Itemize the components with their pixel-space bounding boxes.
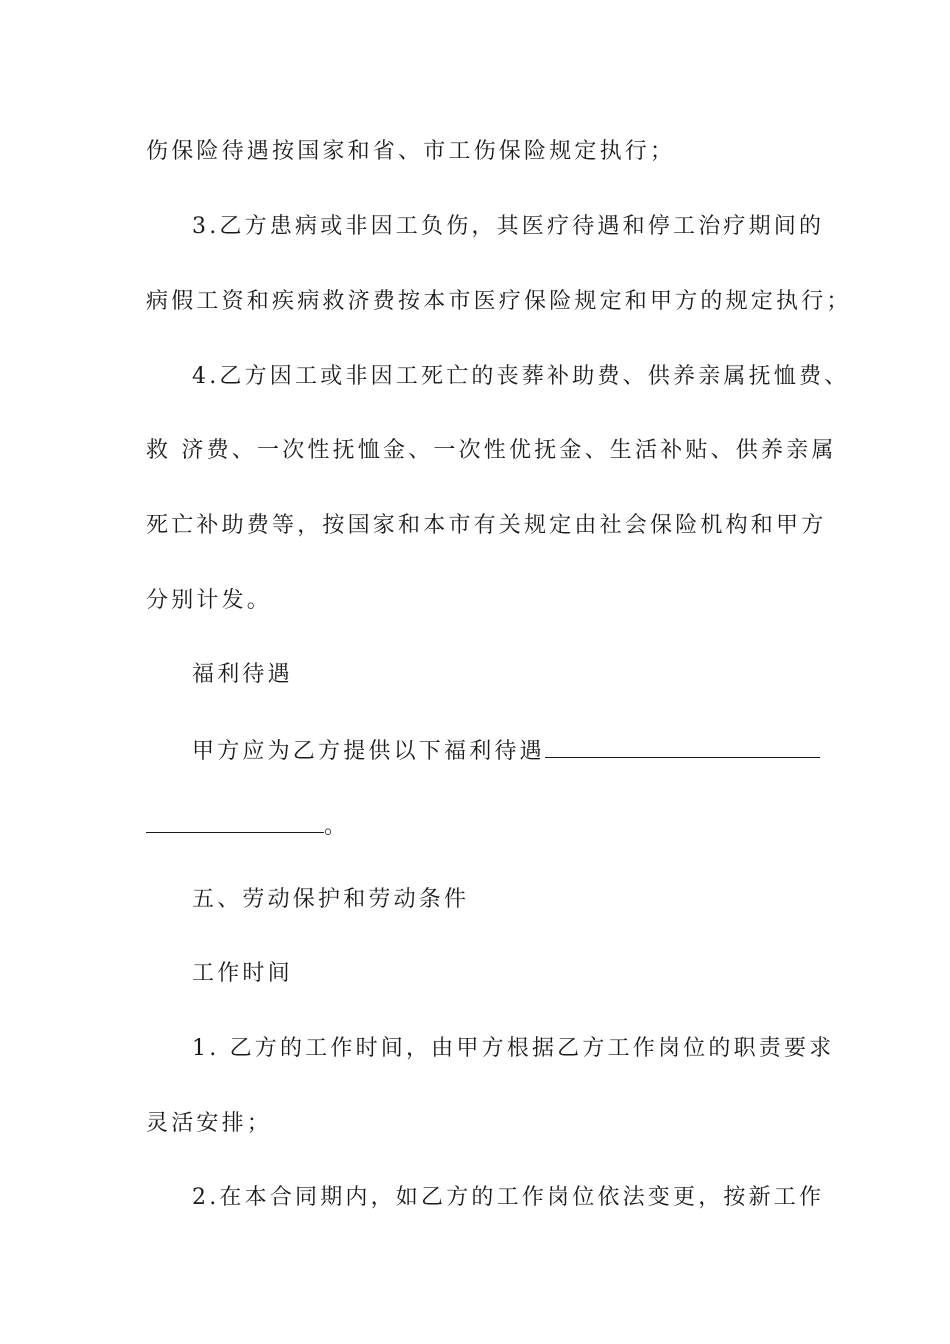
fill-in-blank (146, 810, 324, 833)
paragraph-text: 。 (324, 814, 350, 839)
paragraph-line: 3.乙方患病或非因工负伤，其医疗待遇和停工治疗期间的 (192, 214, 825, 239)
section-heading: 福利待遇 (192, 662, 293, 687)
section-heading: 工作时间 (192, 961, 293, 986)
paragraph-line-with-blank (146, 810, 349, 842)
paragraph-line: 1. 乙方的工作时间，由甲方根据乙方工作岗位的职责要求 (192, 1036, 835, 1061)
paragraph-line: 分别计发。 (146, 588, 273, 613)
paragraph-line: 灵活安排； (146, 1111, 273, 1136)
paragraph-line: 死亡补助费等，按国家和本市有关规定由社会保险机构和甲方 (146, 513, 827, 538)
paragraph-line: 病假工资和疾病救济费按本市医疗保险规定和甲方的规定执行； (146, 289, 852, 314)
section-heading: 五、劳动保护和劳动条件 (192, 887, 470, 912)
paragraph-line: 4.乙方因工或非因工死亡的丧葬补助费、供养亲属抚恤费、 (192, 364, 850, 389)
fill-in-blank (545, 735, 820, 758)
paragraph-text: 甲方应为乙方提供以下福利待遇 (192, 739, 545, 764)
paragraph-line: 伤保险待遇按国家和省、市工伤保险规定执行； (146, 139, 676, 164)
paragraph-line: 2.在本合同期内，如乙方的工作岗位依法变更，按新工作 (192, 1185, 825, 1210)
paragraph-line-with-blank (192, 735, 820, 767)
paragraph-line: 救 济费、一次性抚恤金、一次性优抚金、生活补贴、供养亲属 (146, 438, 837, 463)
